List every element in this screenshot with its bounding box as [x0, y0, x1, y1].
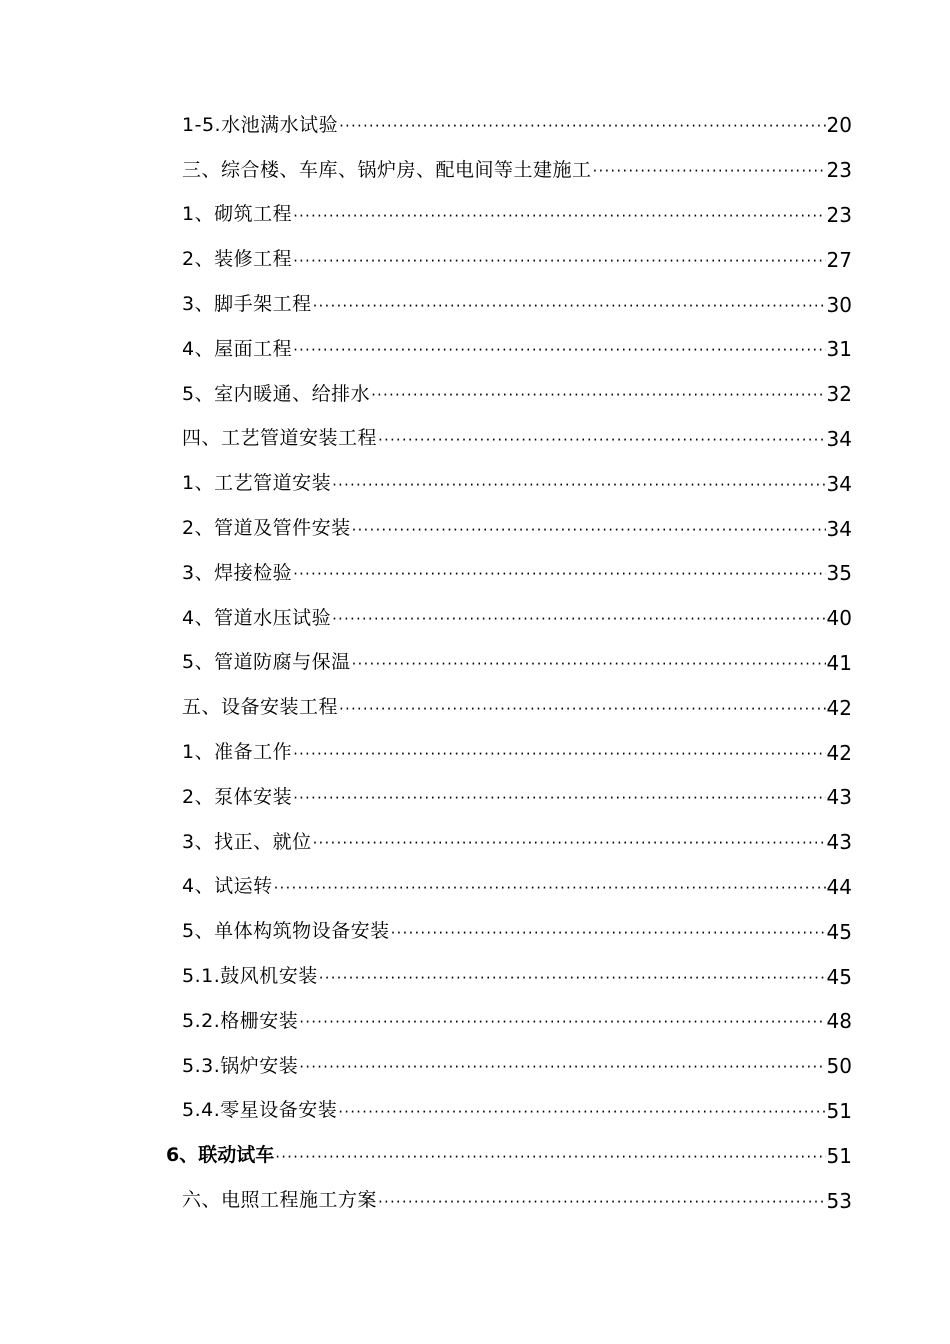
- toc-entry-page: 31: [826, 337, 852, 362]
- toc-dot-leader: [593, 161, 826, 181]
- toc-entry-title: 1-5.水池满水试验: [182, 113, 339, 136]
- toc-entry-title: 五、设备安装工程: [182, 696, 339, 719]
- toc-entry-page: 45: [826, 919, 852, 944]
- toc-entry-page: 43: [826, 785, 852, 810]
- toc-entry-page: 34: [826, 471, 852, 496]
- toc-dot-leader: [293, 744, 825, 764]
- toc-dot-leader: [299, 1057, 825, 1077]
- toc-entry[interactable]: [0, 865, 950, 910]
- toc-entry[interactable]: [0, 193, 950, 238]
- toc-entry-title: 三、综合楼、车库、锅炉房、配电间等土建施工: [182, 158, 592, 181]
- toc-entry[interactable]: [0, 327, 950, 372]
- toc-dot-leader: [332, 609, 825, 629]
- toc-entry-page: 35: [826, 561, 852, 586]
- toc-dot-leader: [299, 1012, 825, 1032]
- toc-entry-page: 32: [826, 382, 852, 407]
- toc-entry-page: 30: [826, 292, 852, 317]
- toc-entry[interactable]: [0, 372, 950, 417]
- toc-entry-page: 42: [826, 740, 852, 765]
- toc-dot-leader: [319, 968, 826, 988]
- toc-entry[interactable]: [0, 999, 950, 1044]
- toc-entry-title: 5.1.鼓风机安装: [182, 965, 318, 988]
- toc-entry-title: 1、工艺管道安装: [182, 472, 332, 495]
- toc-entry-page: 40: [826, 606, 852, 631]
- toc-entry[interactable]: [0, 1133, 950, 1178]
- toc-entry[interactable]: [0, 596, 950, 641]
- toc-entry-title: 四、工艺管道安装工程: [182, 427, 378, 450]
- toc-entry-page: 48: [826, 1009, 852, 1034]
- table-of-contents: [0, 103, 950, 1223]
- toc-entry-page: 44: [826, 874, 852, 899]
- toc-entry-page: 34: [826, 516, 852, 541]
- toc-dot-leader: [378, 430, 826, 450]
- toc-entry-title: 1、准备工作: [182, 741, 293, 764]
- toc-entry-page: 51: [826, 1143, 852, 1168]
- toc-entry-page: 34: [826, 426, 852, 451]
- toc-entry-page: 53: [826, 1188, 852, 1213]
- toc-entry[interactable]: [0, 685, 950, 730]
- toc-entry[interactable]: [0, 237, 950, 282]
- toc-dot-leader: [293, 788, 825, 808]
- toc-entry-page: 50: [826, 1054, 852, 1079]
- toc-entry-title: 5、室内暖通、给排水: [182, 382, 371, 405]
- toc-entry-title: 5.2.格栅安装: [182, 1009, 299, 1032]
- toc-entry-page: 51: [826, 1098, 852, 1123]
- toc-entry-page: 43: [826, 830, 852, 855]
- toc-dot-leader: [293, 564, 825, 584]
- toc-dot-leader: [332, 475, 825, 495]
- toc-entry-title: 5.4.零星设备安装: [182, 1099, 338, 1122]
- toc-dot-leader: [293, 206, 825, 226]
- toc-entry-title: 六、电照工程施工方案: [182, 1189, 378, 1212]
- toc-entry-title: 4、试运转: [182, 875, 273, 898]
- toc-entry[interactable]: [0, 641, 950, 686]
- toc-entry-page: 20: [826, 113, 852, 138]
- toc-entry[interactable]: [0, 148, 950, 193]
- toc-entry-title: 3、焊接检验: [182, 561, 293, 584]
- toc-entry-page: 41: [826, 650, 852, 675]
- toc-entry-page: 23: [826, 202, 852, 227]
- toc-dot-leader: [339, 116, 825, 136]
- toc-dot-leader: [293, 340, 825, 360]
- toc-dot-leader: [313, 833, 826, 853]
- toc-entry[interactable]: [0, 820, 950, 865]
- toc-entry-title: 2、装修工程: [182, 248, 293, 271]
- toc-dot-leader: [339, 699, 826, 719]
- toc-dot-leader: [371, 385, 825, 405]
- toc-dot-leader: [391, 923, 826, 943]
- toc-entry-page: 42: [826, 695, 852, 720]
- toc-entry-title: 3、找正、就位: [182, 830, 312, 853]
- toc-entry[interactable]: [0, 730, 950, 775]
- toc-entry[interactable]: [0, 461, 950, 506]
- toc-entry[interactable]: [0, 282, 950, 327]
- toc-entry-title: 2、泵体安装: [182, 785, 293, 808]
- toc-entry[interactable]: [0, 551, 950, 596]
- toc-entry-title: 1、砌筑工程: [182, 203, 293, 226]
- toc-entry[interactable]: [0, 1044, 950, 1089]
- toc-entry[interactable]: [0, 1089, 950, 1134]
- toc-entry-title: 5、单体构筑物设备安装: [182, 920, 390, 943]
- toc-dot-leader: [275, 1147, 825, 1167]
- toc-entry[interactable]: [0, 506, 950, 551]
- toc-entry-title: 3、脚手架工程: [182, 293, 312, 316]
- toc-entry-title: 5、管道防腐与保温: [182, 651, 351, 674]
- toc-dot-leader: [352, 654, 826, 674]
- toc-entry[interactable]: [0, 417, 950, 462]
- toc-dot-leader: [352, 520, 826, 540]
- toc-entry-title: 5.3.锅炉安装: [182, 1054, 299, 1077]
- toc-entry-title: 2、管道及管件安装: [182, 517, 351, 540]
- toc-dot-leader: [293, 251, 825, 271]
- toc-entry[interactable]: [0, 103, 950, 148]
- toc-dot-leader: [313, 296, 826, 316]
- toc-dot-leader: [338, 1102, 825, 1122]
- toc-entry-page: 23: [826, 158, 852, 183]
- toc-entry[interactable]: [0, 775, 950, 820]
- toc-entry[interactable]: [0, 1178, 950, 1223]
- toc-dot-leader: [378, 1192, 826, 1212]
- toc-dot-leader: [274, 878, 826, 898]
- toc-entry[interactable]: [0, 909, 950, 954]
- toc-entry-title: 4、屋面工程: [182, 337, 293, 360]
- toc-entry-page: 45: [826, 964, 852, 989]
- toc-entry-page: 27: [826, 247, 852, 272]
- toc-entry[interactable]: [0, 954, 950, 999]
- toc-entry-title: 6、联动试车: [166, 1144, 275, 1167]
- toc-entry-title: 4、管道水压试验: [182, 606, 332, 629]
